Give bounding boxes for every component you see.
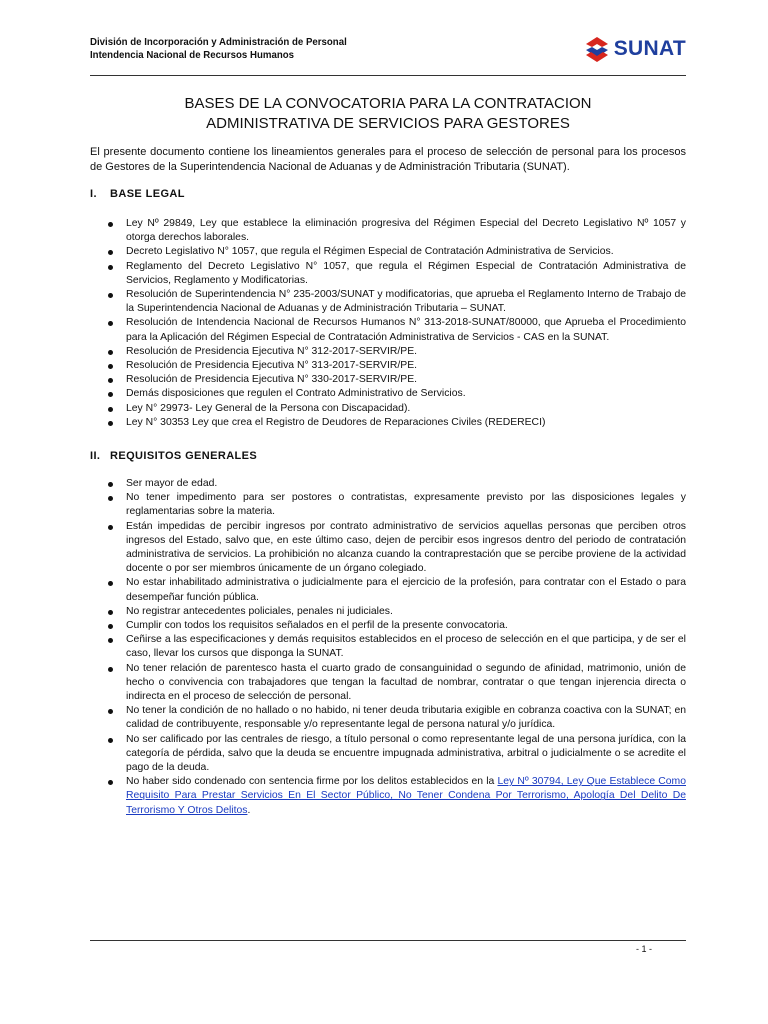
- list-item-text: Resolución de Intendencia Nacional de Recursos Humanos N° 313-2018-SUNAT/80000, que Aprueba el Procedimiento para la Aplicación del Régimen Especial de Contratación Administrativa de Servicios - CAS en la SUNAT.: [126, 317, 686, 343]
- bullet-icon: [108, 780, 113, 785]
- list-item: [90, 775, 686, 818]
- document-title: [90, 94, 686, 134]
- footer-divider: [90, 940, 686, 941]
- section-number: I.: [90, 188, 97, 200]
- bullet-icon: [108, 250, 113, 255]
- section-title: REQUISITOS GENERALES: [110, 450, 258, 462]
- section-requisitos-heading: [90, 450, 257, 462]
- list-item-text: Resolución de Presidencia Ejecutiva N° 312-2017-SERVIR/PE.: [126, 345, 418, 357]
- list-item-text: Ley Nº 29849, Ley que establece la eliminación progresiva del Régimen Especial del Decreto Legislativo Nº 1057 y otorga derechos laborales.: [126, 218, 686, 244]
- list-item: [90, 345, 686, 359]
- list-item: [90, 387, 686, 401]
- bullet-icon: [108, 265, 113, 270]
- bullet-icon: [108, 350, 113, 355]
- list-item: [90, 704, 686, 732]
- header-line-intendencia: Intendencia Nacional de Recursos Humanos: [90, 49, 294, 61]
- list-item-text: No tener impedimento para ser postores o contratistas, expresamente previsto por las disposiciones legales y reglamentarias sobre la materia.: [126, 492, 686, 518]
- list-item-text: Ceñirse a las especificaciones y demás requisitos establecidos en el proceso de selección en el que participa, y de ser el caso, llevar los cursos que disponga la SUNAT.: [126, 634, 686, 660]
- bullet-icon: [108, 667, 113, 672]
- list-item: [90, 288, 686, 316]
- list-item-suffix: .: [247, 804, 251, 816]
- bullet-icon: [108, 407, 113, 412]
- bullet-icon: [108, 378, 113, 383]
- bullet-icon: [108, 738, 113, 743]
- list-item: [90, 633, 686, 661]
- bullet-icon: [108, 421, 113, 426]
- bullet-icon: [108, 496, 113, 501]
- title-line-2: ADMINISTRATIVA DE SERVICIOS PARA GESTORES: [206, 115, 570, 132]
- list-item-text: Están impedidas de percibir ingresos por contrato administrativo de servicios aquellas personas que perciben otros ingresos del Estado, salvo que, en este último caso, dejen de percibir esos ingresos dentro del periodo de contratación administrativa de servicios. La prohibición no alcanza cuando la contraprestación que se percibe proviene de la actividad docente o por ser miembros únicamente de un órgano colegiado.: [126, 520, 686, 575]
- title-line-1: BASES DE LA CONVOCATORIA PARA LA CONTRATACION: [184, 95, 592, 112]
- bullet-icon: [108, 624, 113, 629]
- list-item: [90, 733, 686, 776]
- list-item: [90, 316, 686, 344]
- list-item-text: No tener relación de parentesco hasta el cuarto grado de consanguinidad o segundo de afinidad, matrimonio, unión de hecho o convivencia con trabajadores que tengan la facultad de nombrar, contratar o que tengan injerencia directa o indirecta en el proceso de selección de personal.: [126, 662, 686, 703]
- list-item: [90, 477, 686, 491]
- bullet-icon: [108, 364, 113, 369]
- ley-30794-link[interactable]: Ley Nº 30794, Ley Que Establece Como Requisito Para Prestar Servicios En El Sector Público, No Tener Condena Por Terrorismo, Apología Del Delito De Terrorismo Y Otros Delitos: [126, 776, 686, 816]
- page-number: - 1 -: [636, 944, 653, 954]
- sunat-logo: [582, 32, 686, 66]
- page-header: [90, 36, 686, 76]
- list-item: [90, 619, 686, 633]
- list-item-text: Cumplir con todos los requisitos señalados en el perfil de la presente convocatoria.: [126, 620, 508, 632]
- bullet-icon: [108, 222, 113, 227]
- list-item: [90, 662, 686, 705]
- list-item: [90, 605, 686, 619]
- list-item: [90, 576, 686, 604]
- bullet-icon: [108, 293, 113, 298]
- list-item-text: Demás disposiciones que regulen el Contrato Administrativo de Servicios.: [126, 388, 466, 400]
- header-organization: [90, 36, 347, 62]
- header-line-division: División de Incorporación y Administración de Personal: [90, 36, 347, 48]
- sunat-logo-text: SUNAT: [613, 37, 686, 60]
- list-item-text: Reglamento del Decreto Legislativo N° 1057, que regula el Régimen Especial de Contratación Administrativa de Servicios, Reglamento y Modificatorias.: [126, 260, 686, 286]
- section-base-legal-heading: [90, 188, 185, 200]
- bullet-icon: [108, 482, 113, 487]
- list-item-text: Ley N° 29973- Ley General de la Persona con Discapacidad).: [126, 402, 411, 414]
- bullet-icon: [108, 581, 113, 586]
- list-item: [90, 520, 686, 577]
- sunat-logo-icon: [582, 34, 612, 64]
- list-item-text: Resolución de Presidencia Ejecutiva N° 330-2017-SERVIR/PE.: [126, 374, 418, 386]
- requisitos-list: [90, 477, 686, 818]
- list-item-text: Decreto Legislativo N° 1057, que regula el Régimen Especial de Contratación Administrativa de Servicios.: [126, 246, 614, 258]
- bullet-icon: [108, 610, 113, 615]
- bullet-icon: [108, 638, 113, 643]
- list-item: [90, 245, 686, 259]
- list-item: [90, 373, 686, 387]
- list-item: [90, 416, 686, 430]
- list-item: [90, 491, 686, 519]
- bullet-icon: [108, 321, 113, 326]
- section-number: II.: [90, 450, 101, 462]
- list-item-text: No haber sido condenado con sentencia firme por los delitos establecidos en la: [126, 776, 498, 788]
- list-item-text: No tener la condición de no hallado o no habido, ni tener deuda tributaria exigible en cobranza coactiva con la SUNAT; en calidad de contribuyente, responsable y/o representante legal de persona natural y/o jurídica.: [126, 705, 686, 731]
- list-item-text: Resolución de Superintendencia N° 235-2003/SUNAT y modificatorias, que aprueba el Reglamento Interno de Trabajo de la Superintendencia Nacional de Aduanas y de Administración Tributaria – SUNAT.: [126, 289, 686, 315]
- base-legal-list: [90, 217, 686, 430]
- list-item: [90, 260, 686, 288]
- list-item: [90, 402, 686, 416]
- bullet-icon: [108, 709, 113, 714]
- list-item: [90, 217, 686, 245]
- intro-paragraph: El presente documento contiene los lineamientos generales para el proceso de selección de personal para los procesos de Gestores de la Superintendencia Nacional de Aduanas y de Administración Tributaria (SUNAT).: [90, 146, 686, 173]
- bullet-icon: [108, 525, 113, 530]
- bullet-icon: [108, 392, 113, 397]
- list-item-text: No ser calificado por las centrales de riesgo, a título personal o como representante legal de una persona jurídica, con la categoría de pérdida, salvo que la deuda se encuentre impugnada administrativa, arbitral o judicialmente o se acredite el pago de la deuda.: [126, 733, 686, 774]
- list-item-text: No registrar antecedentes policiales, penales ni judiciales.: [126, 605, 393, 617]
- list-item-text: Ley N° 30353 Ley que crea el Registro de Deudores de Reparaciones Civiles (REDERECI): [126, 416, 546, 428]
- section-title: BASE LEGAL: [110, 188, 185, 200]
- list-item: [90, 359, 686, 373]
- header-divider: [90, 75, 686, 76]
- list-item-text: No estar inhabilitado administrativa o judicialmente para el ejercicio de la profesión, para contratar con el Estado o para desempeñar función pública.: [126, 577, 686, 603]
- list-item-text: Resolución de Presidencia Ejecutiva N° 313-2017-SERVIR/PE.: [126, 360, 418, 372]
- list-item-text: Ser mayor de edad.: [126, 478, 218, 489]
